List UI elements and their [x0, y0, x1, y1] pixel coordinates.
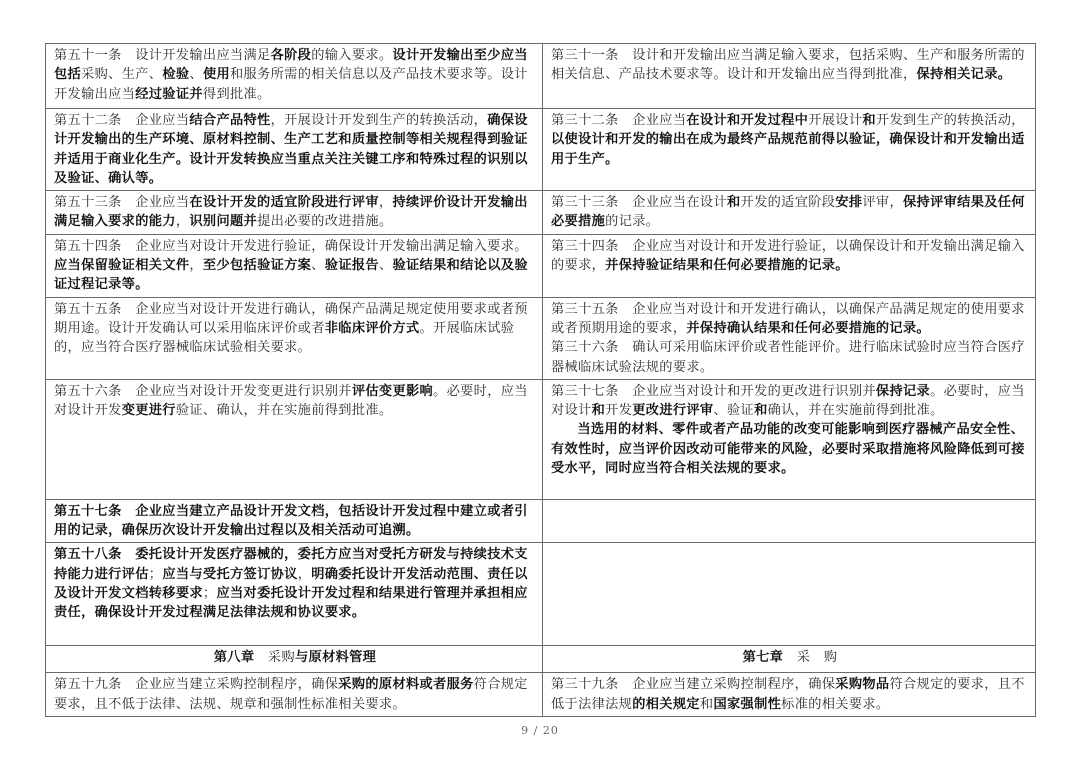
- text-segment: 和服务所需的相关信息以及产品技术要求等。设计开发输出应当: [54, 67, 528, 102]
- text-segment: 第三十一条 设计和开发输出应当满足输入要求，包括采购、生产和服务所需的相关信息、产品技术要求等。设计和开发输出应当得到批准，: [551, 48, 1025, 83]
- text-segment: 和: [862, 113, 876, 128]
- text-segment: 提出必要的改进措施。: [257, 214, 393, 230]
- text-segment: 评估变更影响: [351, 383, 434, 399]
- new-article-cell: [46, 499, 543, 543]
- old-article-text: [551, 382, 1029, 421]
- text-segment: 第三十二条 企业应当: [551, 113, 687, 128]
- text-segment: 检验: [162, 67, 190, 83]
- text-segment: 与原材料管理: [295, 650, 377, 666]
- text-segment: 采购: [254, 650, 295, 666]
- text-segment: 并保持验证结果和任何必要措施的记录。: [605, 258, 849, 274]
- text-segment: 、: [311, 258, 325, 274]
- old-article-cell: [543, 297, 1036, 379]
- text-segment: 第三十五条 企业应当对设计和开发进行确认，以确保产品满足规定的使用要求或者预期用途的要求，: [551, 301, 1025, 336]
- old-article-cell: [543, 379, 1036, 499]
- new-article-cell: [46, 44, 543, 109]
- table-row: [46, 44, 1036, 109]
- text-segment: 开发的适宜阶段: [740, 195, 836, 211]
- text-segment: 的相关规定: [632, 696, 700, 712]
- text-segment: 第五十七条 企业应当建立产品设计开发文档，包括设计开发过程中建立或者引用的记录，确保历次设计开发输出过程以及相关活动可追溯。: [54, 503, 528, 539]
- text-segment: 和: [591, 403, 606, 419]
- text-segment: ，: [175, 214, 190, 230]
- text-segment: 标准的相关要求。: [781, 696, 890, 712]
- text-segment: 采购的原材料或者服务: [338, 677, 474, 693]
- page-number: 9 / 20: [521, 724, 559, 737]
- new-article-cell: [46, 673, 543, 717]
- text-segment: 。必要时，应当对设计: [551, 383, 1025, 419]
- old-article-cell: [543, 44, 1036, 109]
- old-article-cell: [543, 673, 1036, 717]
- old-article-cell: [543, 191, 1036, 235]
- text-segment: 设计开发输出至少应当包括: [54, 48, 528, 83]
- text-segment: 非临床评价方式: [324, 320, 420, 336]
- text-segment: 第五十二条 企业应当: [54, 113, 190, 128]
- text-segment: 的记录。: [605, 214, 660, 230]
- text-segment: 第三十九条 企业应当建立采购控制程序，确保: [551, 677, 836, 693]
- text-segment: 开发到生产的转换活动，: [875, 113, 1025, 128]
- text-segment: 符合规定要求，且不低于法律、法规、规章和强制性标准相关要求。: [54, 677, 528, 712]
- text-segment: 采购、生产、: [81, 67, 163, 83]
- text-segment: 得到批准。: [202, 86, 271, 102]
- text-segment: 第五十五条 企业应当对设计开发进行确认，确保产品满足规定使用要求或者预期用途。设计开发确认可以采用临床评价或者: [54, 301, 528, 336]
- text-segment: 开展设计: [808, 113, 863, 128]
- text-segment: 使用: [202, 67, 231, 83]
- text-segment: 国家强制性: [713, 696, 782, 712]
- text-segment: 第五十八条 委托设计开发医疗器械的，委托方应当对受托方研发与持续技术支持能力进行评估: [54, 547, 528, 582]
- text-segment: 各阶段: [270, 48, 312, 63]
- text-segment: 在设计和开发过程中: [686, 113, 809, 128]
- old-article-cell: [543, 543, 1036, 646]
- table-row: [46, 109, 1036, 191]
- text-segment: 变更进行: [121, 403, 176, 419]
- table-row: [46, 234, 1036, 297]
- text-segment: ，: [297, 566, 312, 582]
- table-row: [46, 499, 1036, 543]
- text-segment: 安排: [835, 195, 863, 211]
- text-segment: 第五十三条 企业应当: [54, 195, 190, 211]
- old-chapter-heading: [543, 646, 1036, 673]
- text-segment: 符合规定的要求，且不低于法律法规: [551, 677, 1025, 712]
- text-segment: 第三十四条 企业应当对设计和开发进行验证，以确保设计和开发输出满足输入的要求，: [551, 238, 1025, 274]
- text-segment: 保持相关记录。: [916, 67, 1012, 83]
- text-segment: 和: [727, 195, 741, 211]
- regulation-comparison-table: [45, 43, 1036, 717]
- chapter-row: [46, 646, 1036, 673]
- text-segment: 。开展临床试验的，应当符合医疗器械临床试验相关要求。: [54, 320, 515, 356]
- table-row: [46, 297, 1036, 379]
- table-row: [46, 673, 1036, 717]
- old-article-cell: [543, 234, 1036, 297]
- text-segment: ，: [378, 195, 393, 211]
- text-segment: 。必要时，应当对设计开发: [54, 383, 528, 419]
- new-chapter-heading: [46, 646, 543, 673]
- new-article-cell: [46, 234, 543, 297]
- text-segment: 第五十六条 企业应当对设计开发变更进行识别并: [54, 383, 352, 399]
- text-segment: 第五十一条 设计开发输出应当满足: [54, 48, 271, 63]
- table-row: [46, 379, 1036, 499]
- text-segment: 应当与受托方签订协议: [162, 566, 298, 582]
- text-segment: 更改进行评审: [632, 403, 714, 419]
- text-segment: 评审，: [862, 195, 904, 211]
- text-segment: 在设计开发的适宜阶段进行评审: [189, 195, 379, 211]
- text-segment: 保持记录: [875, 383, 931, 399]
- text-segment: 第八章: [213, 650, 255, 666]
- text-segment: ；: [202, 586, 217, 602]
- text-segment: ，: [189, 258, 203, 274]
- text-segment: 、验证: [713, 403, 755, 419]
- text-segment: 应当保留验证相关文件: [54, 258, 190, 274]
- text-segment: 并保持确认结果和任何必要措施的记录。: [686, 320, 931, 336]
- text-segment: 第五十九条 企业应当建立采购控制程序，确保: [54, 677, 339, 693]
- text-segment: 第三十三条 企业应当在设计: [551, 195, 727, 211]
- text-segment: ；: [148, 566, 163, 582]
- text-segment: 识别问题并: [189, 214, 258, 230]
- old-article-paragraph: 当选用的材料、零件或者产品功能的改变可能影响到医疗器械产品安全性、有效性时，应当评价因改动可能带来的风险，必要时采取措施将风险降低到可接受水平，同时应当符合相关法规的要求。: [551, 422, 1025, 477]
- text-segment: 第五十四条 企业应当对设计开发进行验证，确保设计开发输出满足输入要求。: [54, 238, 528, 254]
- text-segment: 采购物品: [835, 677, 890, 693]
- text-segment: 验证结果和结论以及验证过程记录等。: [54, 258, 528, 293]
- text-segment: 至少包括验证方案: [202, 258, 312, 274]
- table-row: [46, 191, 1036, 235]
- new-article-cell: [46, 191, 543, 235]
- text-segment: 确保设计开发输出的生产环境、原材料控制、生产工艺和质量控制等相关规程得到验证并适用于商业化生产。设计开发转换应当重点关注关键工序和特殊过程的识别以及验证、确认等。: [54, 113, 528, 186]
- text-segment: 的输入要求。: [311, 48, 393, 63]
- text-segment: 验证、确认，并在实施前得到批准。: [175, 403, 393, 419]
- text-segment: 持续评价设计开发输出满足输入要求的能力: [54, 195, 528, 230]
- text-segment: 和: [699, 696, 714, 712]
- new-article-cell: [46, 297, 543, 379]
- text-segment: 采 购: [783, 650, 838, 666]
- old-article-cell: [543, 109, 1036, 191]
- text-segment: 第三十六条 确认可采用临床评价或者性能评价。进行临床试验时应当符合医疗器械临床试验法规的要求。: [551, 340, 1025, 375]
- text-segment: 经过验证并: [135, 86, 203, 102]
- text-segment: ，开展设计开发到生产的转换活动，: [270, 113, 488, 128]
- old-article-cell: [543, 499, 1036, 543]
- text-segment: 、: [378, 258, 393, 274]
- text-segment: 、: [189, 67, 203, 83]
- text-segment: 验证报告: [324, 258, 379, 274]
- new-article-cell: [46, 379, 543, 499]
- text-segment: 明确委托设计开发活动范围、责任以及设计开发文档转移要求: [54, 566, 528, 602]
- text-segment: 应当对委托设计开发过程和结果进行管理并承担相应责任，确保设计开发过程满足法律法规和协议要求。: [54, 586, 528, 621]
- text-segment: 保持评审结果及任何必要措施: [551, 195, 1025, 230]
- text-segment: 结合产品特性: [189, 113, 271, 128]
- text-segment: 第七章: [742, 650, 784, 666]
- new-article-cell: [46, 109, 543, 191]
- table-row: [46, 543, 1036, 646]
- text-segment: 开发: [605, 403, 633, 419]
- new-article-cell: [46, 543, 543, 646]
- text-segment: 确认，并在实施前得到批准。: [767, 403, 944, 419]
- text-segment: 第三十七条 企业应当对设计和开发的更改进行识别并: [551, 383, 876, 399]
- text-segment: 和: [754, 403, 768, 419]
- text-segment: 以使设计和开发的输出在成为最终产品规范前得以验证，确保设计和开发输出适用于生产。: [551, 132, 1025, 167]
